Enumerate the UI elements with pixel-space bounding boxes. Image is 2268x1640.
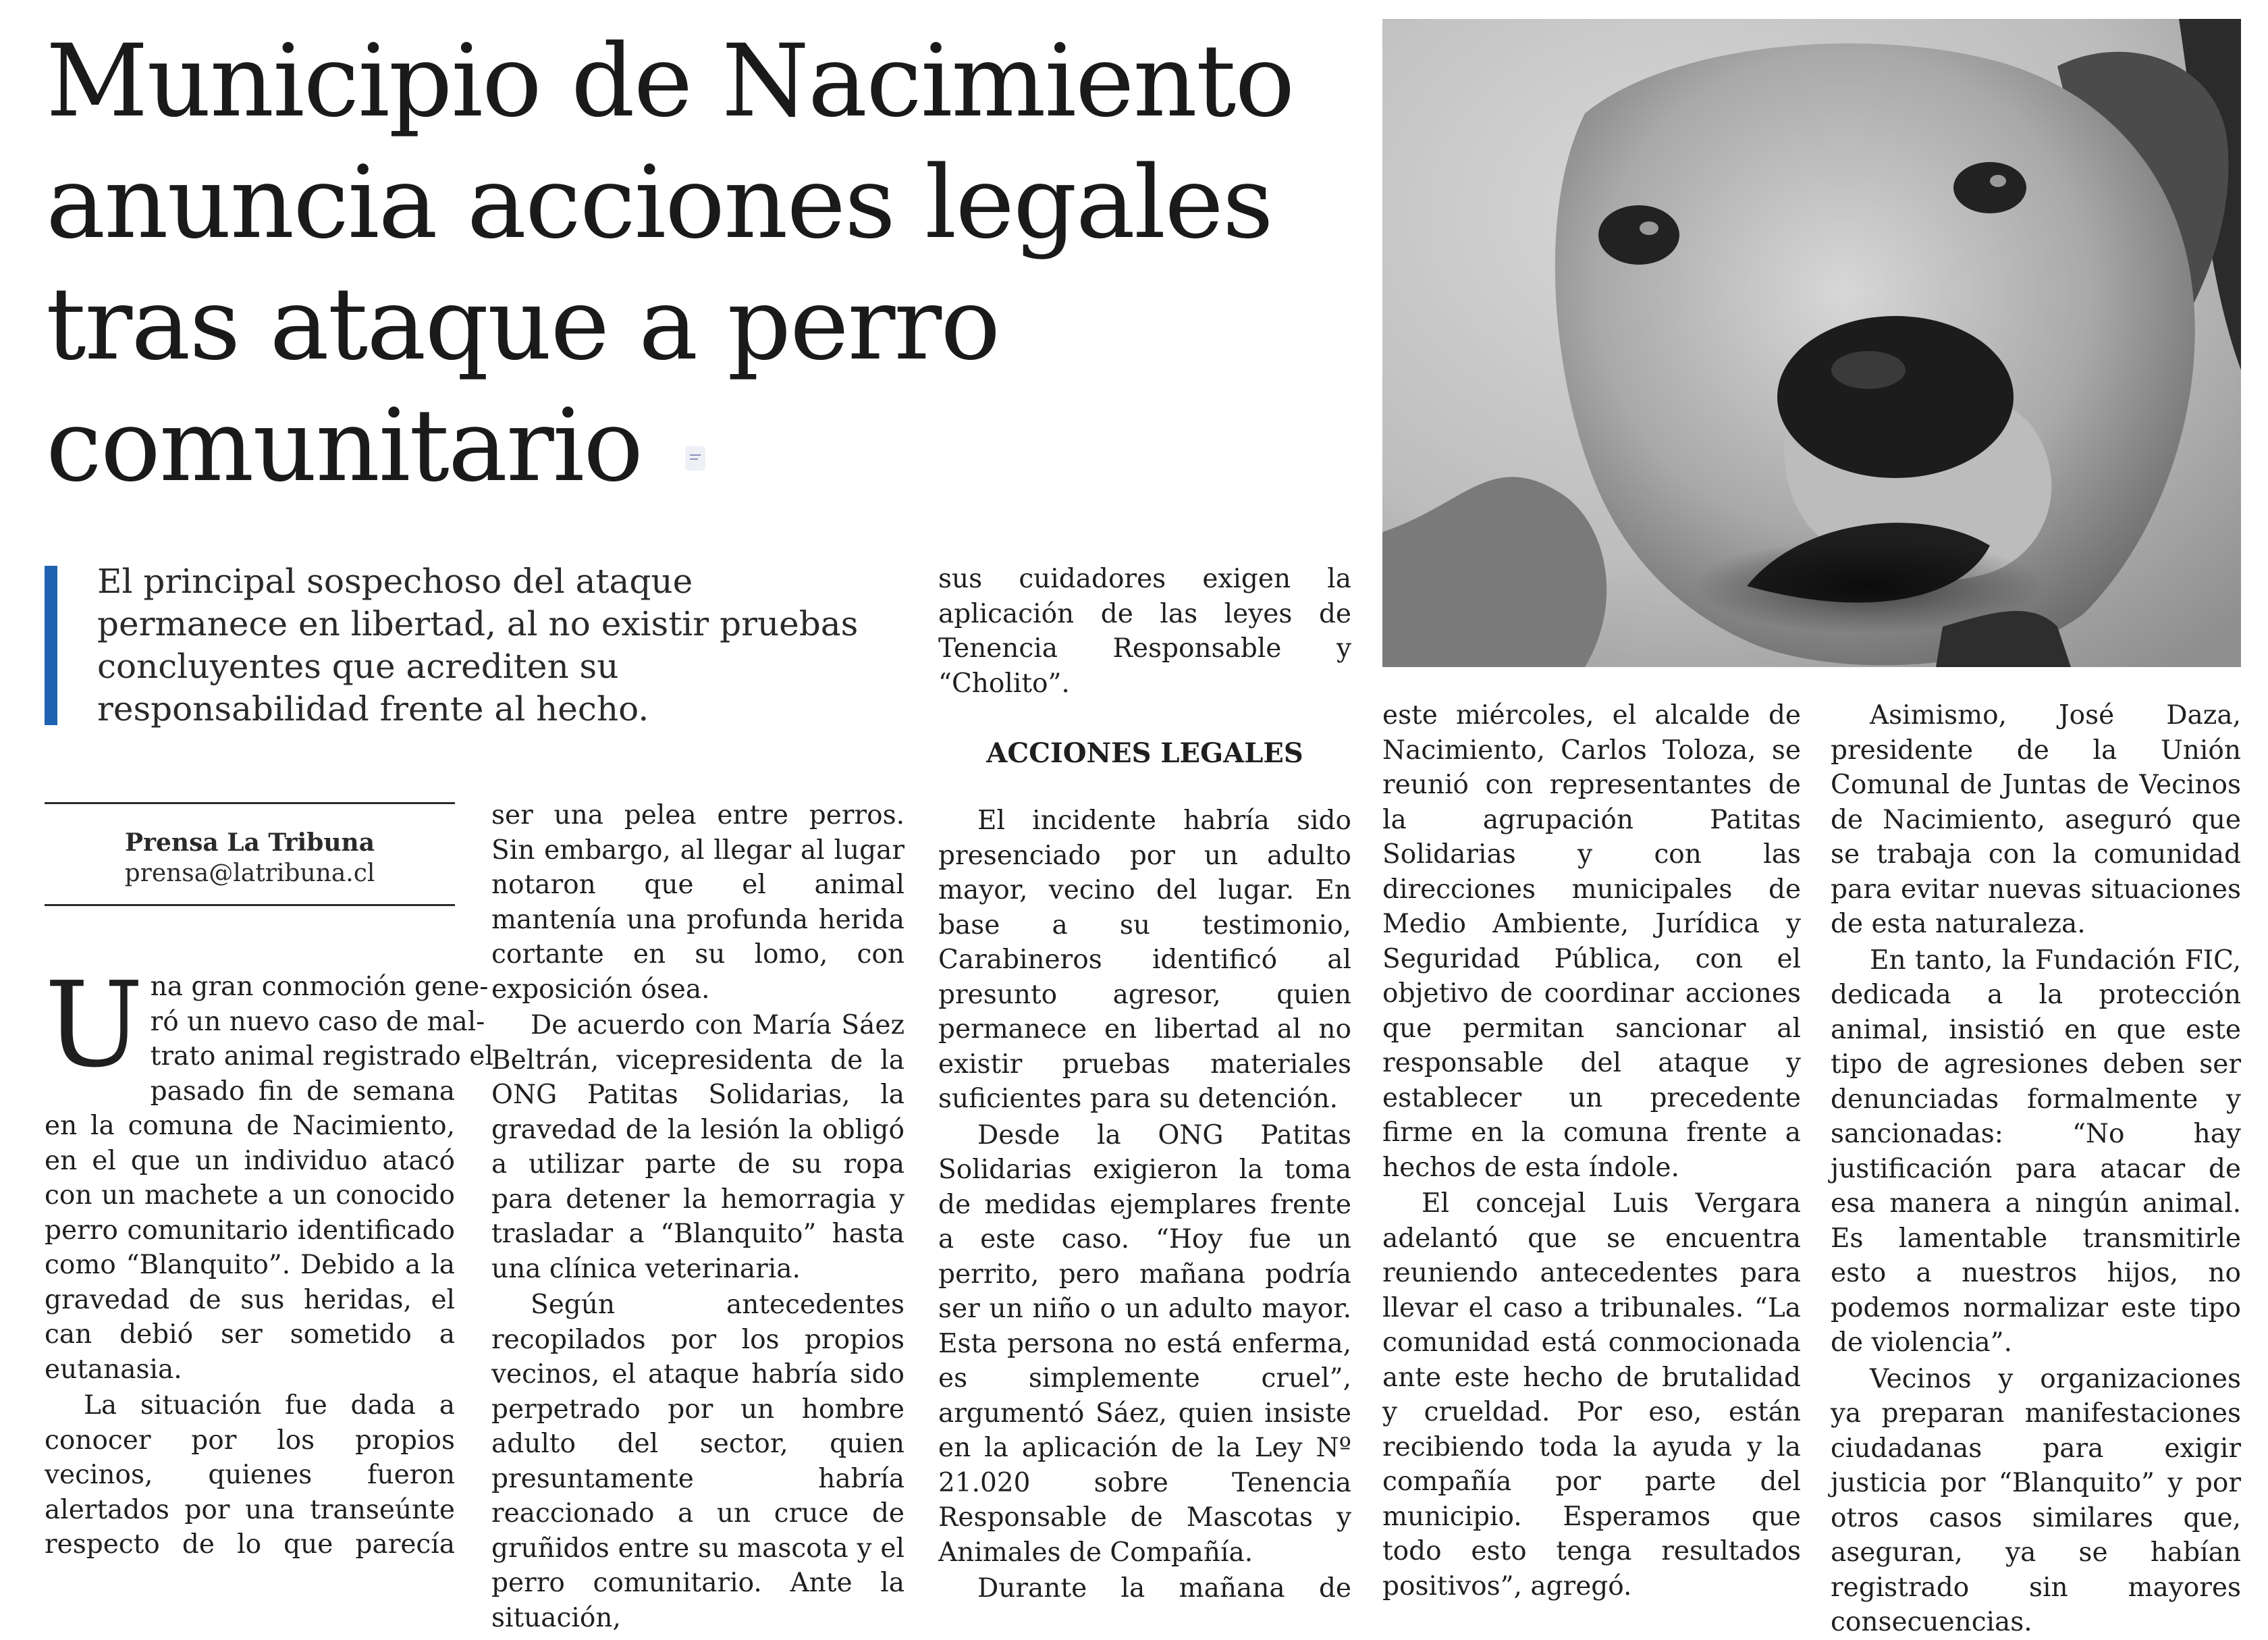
byline (45, 802, 455, 906)
article-column-3 (938, 562, 1351, 1606)
article-column-4 (1382, 698, 1801, 1604)
article-paragraph: Desde la ONG Patitas Solidarias exigieron la toma de medidas ejemplares frente a este caso. “Hoy fue un perrito, pero mañana podría ser un niño o un adulto mayor. Esta persona no está enferma, es simplemente cruel”, argumentó Sáez, quien insiste en la aplicación de la Ley Nº 21.020 sobre Tenencia Responsable de Mascotas y Animales de Compañía. (938, 1119, 1351, 1568)
article-paragraph (45, 957, 493, 1387)
article-text: pasado fin de semana en la comuna de Nacimiento, en el que un individuo atacó con un machete a un conocido perro comunitario identificado como “Blanquito”. Debido a la gravedad de sus heridas, el can debió ser sometido a eutanasia. (45, 1076, 455, 1385)
article-paragraph: En tanto, la Fundación FIC, dedicada a la protección animal, insistió en que este tipo de agresiones deben ser denunciadas formalmente y sancionadas: “No hay justificación para atacar de esa manera a ningún animal. Es lamentable transmitirle esto a nuestros hijos, no podemos normalizar este tipo de violencia”. (1831, 945, 2241, 1358)
article-line: trato animal registrado el (150, 1041, 493, 1072)
section-heading: ACCIONES LEGALES (986, 737, 1303, 769)
article-paragraph: La situación fue dada a conocer por los propios vecinos, quienes fueron alertados por una transeúnte respecto de lo que parecía (45, 1390, 455, 1560)
article-column-2 (491, 798, 905, 1635)
article-paragraph: ser una pelea entre perros. Sin embargo, al llegar al lugar notaron que el animal mantenía una profunda herida cortante en su lomo, con exposición ósea. (491, 800, 905, 1005)
dog-photo (1382, 19, 2241, 667)
dog-photo-icon (1382, 19, 2241, 667)
byline-email[interactable]: prensa@latribuna.cl (124, 859, 375, 887)
drop-cap: U (45, 957, 144, 1094)
article-paragraph: El concejal Luis Vergara adelantó que se encuentra reuniendo antecedentes para llevar el caso a tribunales. “La comunidad está conmocionada ante este hecho de brutalidad y crueldad. Por eso, están recibiendo toda la ayuda y la compañía por parte del municipio. Esperamos que todo esto tenga resultados positivos”, agregó. (1382, 1188, 1801, 1602)
headline-line (46, 385, 1362, 506)
note-icon[interactable] (685, 446, 705, 471)
article-paragraph: Vecinos y organizaciones ya preparan manifestaciones ciudadanas para exigir justicia por “Blanquito” y por otros casos similares que, aseguran, ya se habían registrado sin mayores consecuencias. (1831, 1363, 2241, 1637)
byline-name: Prensa La Tribuna (124, 828, 375, 857)
article-column-5 (1831, 698, 2241, 1640)
article-line: ró un nuevo caso de mal- (150, 1006, 485, 1037)
article-paragraph: De acuerdo con María Sáez Beltrán, vicepresidenta de la ONG Patitas Solidarias, la gravedad de la lesión la obligó a utilizar parte de su ropa para detener la hemorragia y trasladar a “Blanquito” hasta una clínica veterinaria. (491, 1010, 905, 1284)
article-paragraph: Durante la mañana de (977, 1573, 1351, 1604)
headline-line: tras ataque a perro (46, 266, 1000, 382)
headline-line-text: comunitario (46, 388, 643, 504)
article-line: na gran conmoción gene- (150, 972, 489, 1002)
lede-accent-bar (45, 566, 57, 725)
article-paragraph: Asimismo, José Daza, presidente de la Unión Comunal de Juntas de Vecinos de Nacimiento, aseguró que se trabaja con la comunidad para evitar nuevas situaciones de esta naturaleza. (1831, 700, 2241, 939)
article-column-1 (45, 957, 493, 1562)
headline (46, 20, 1362, 506)
article-paragraph: sus cuidadores exigen la aplicación de las leyes de Tenencia Responsable y “Cholito”. (938, 564, 1351, 699)
article-paragraph: este miércoles, el alcalde de Nacimiento, Carlos Toloza, se reunió con representantes de la agrupación Patitas Solidarias y con las direcciones municipales de Medio Ambiente, Jurídica y Seguridad Pública, con el objetivo de coordinar acciones que permitan sancionar al responsable del ataque y establecer un precedente firme en la comuna frente a hechos de esta índole. (1382, 700, 1801, 1183)
headline-line: Municipio de Nacimiento (46, 23, 1294, 139)
lede: El principal sospechoso del ataque permanece en libertad, al no existir pruebas concluyentes que acrediten su responsabilidad frente al hecho. (97, 562, 859, 729)
article-paragraph: El incidente habría sido presenciado por un adulto mayor, vecino del lugar. En base a su testimonio, Carabineros identificó al presunto agresor, quien permanece en libertad al no existir pruebas materiales suficientes para su detención. (938, 805, 1351, 1114)
headline-line: anuncia acciones legales (46, 144, 1272, 261)
article-paragraph: Según antecedentes recopilados por los propios vecinos, el ataque habría sido perpetrado por un hombre adulto del sector, quien presuntamente habría reaccionado a un cruce de gruñidos entre su mascota y el perro comunitario. Ante la situación, (491, 1290, 905, 1633)
